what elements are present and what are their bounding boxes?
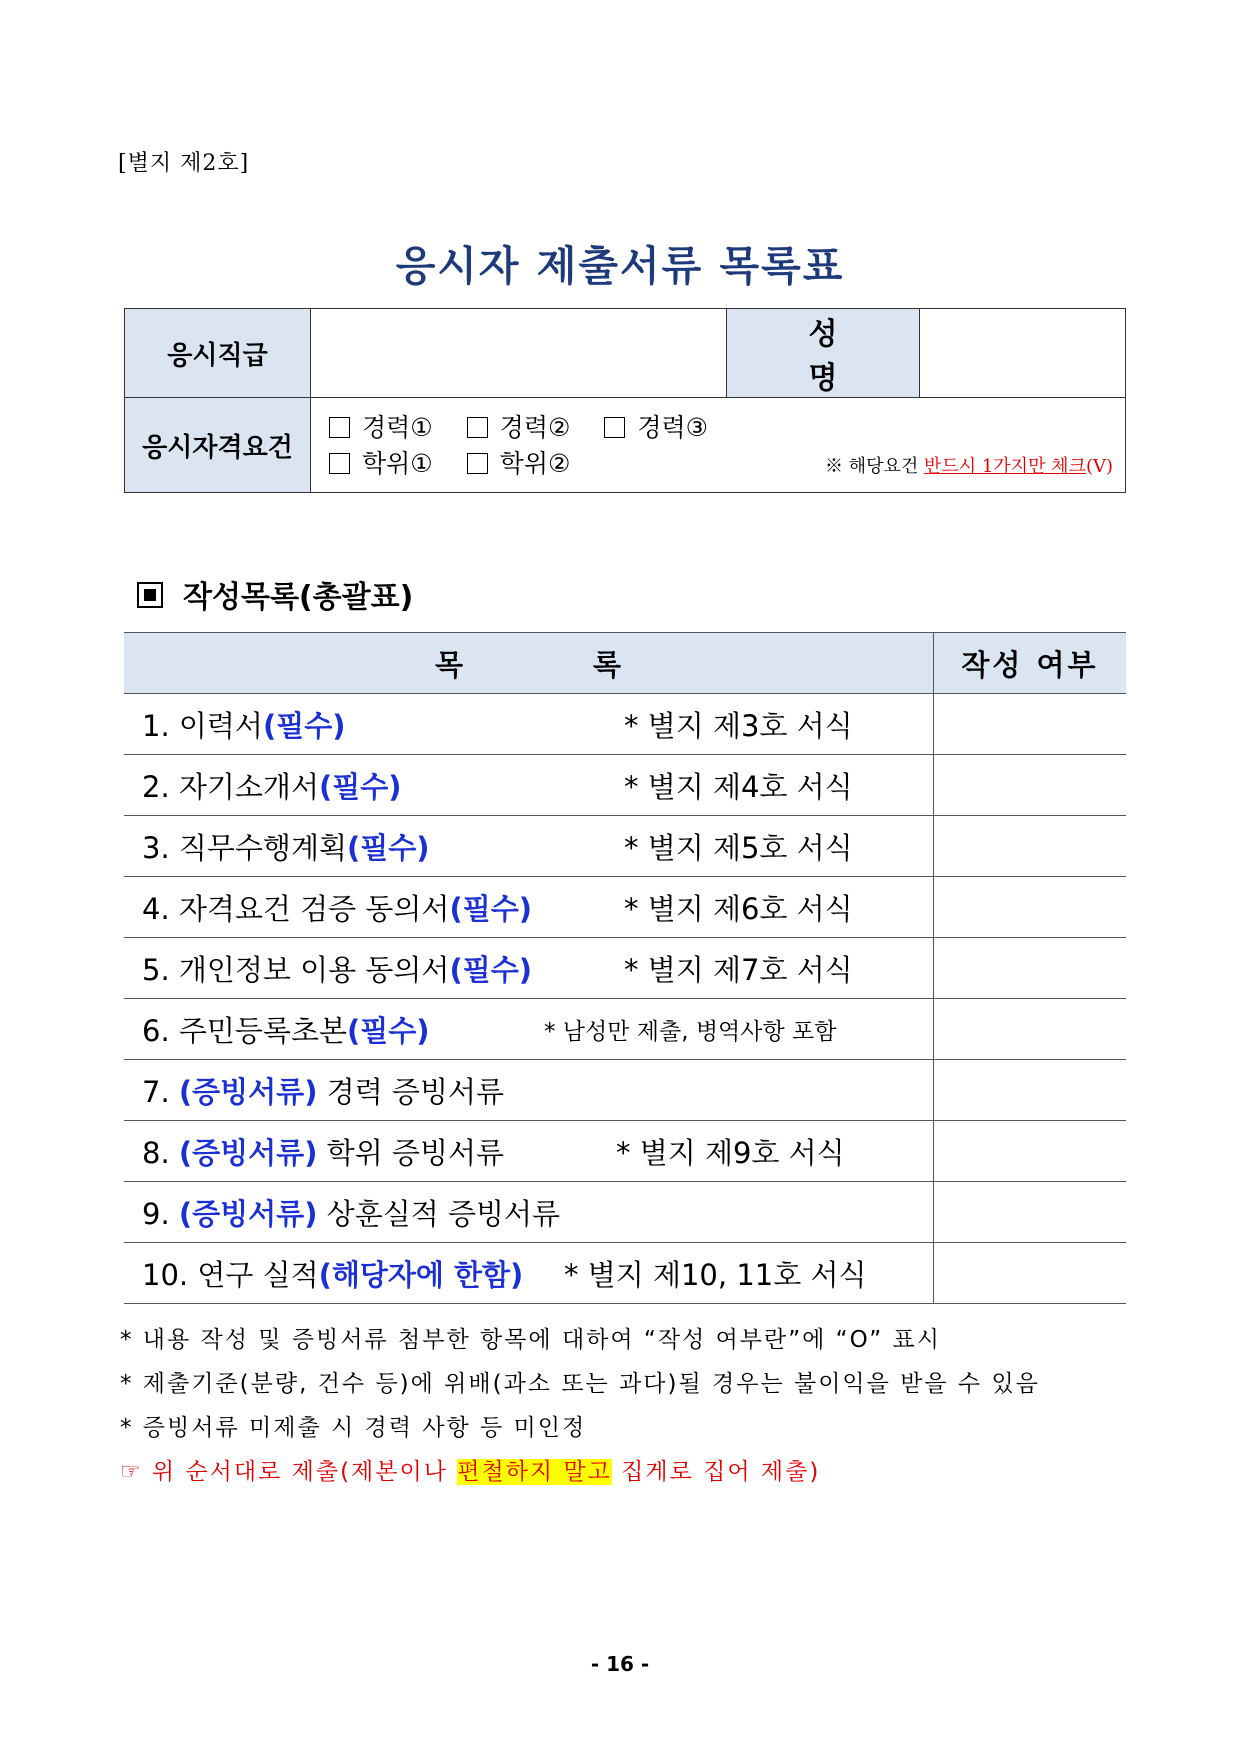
item-label: 2. 자기소개서(필수)	[142, 770, 402, 804]
section-title: 작성목록(총괄표)	[137, 572, 413, 616]
table-row	[124, 1121, 1126, 1182]
qualification-label: 응시자격요건	[125, 398, 311, 493]
item-label: 1. 이력서(필수)	[142, 709, 346, 743]
table-row	[124, 694, 1126, 755]
checkbox-icon[interactable]	[467, 453, 488, 474]
item-label: 10. 연구 실적(해당자에 한함)	[142, 1258, 524, 1292]
notes-block	[120, 1318, 1040, 1494]
table-row	[124, 1182, 1126, 1243]
option-career-1[interactable]: 경력①	[329, 410, 433, 446]
option-degree-2[interactable]: 학위②	[467, 446, 571, 482]
note-line: * 제출기준(분량, 건수 등)에 위배(과소 또는 과다)될 경우는 불이익을 받을 수 있음	[120, 1371, 1040, 1397]
option-degree-1[interactable]: 학위①	[329, 446, 433, 482]
item-label: 8. (증빙서류) 학위 증빙서류	[142, 1136, 504, 1170]
option-career-2[interactable]: 경력②	[467, 410, 571, 446]
table-row	[124, 938, 1126, 999]
done-cell[interactable]	[934, 1121, 1127, 1182]
done-cell[interactable]	[934, 1060, 1127, 1121]
list-header-row	[124, 633, 1126, 694]
applicant-info-table	[124, 308, 1126, 493]
form-reference: [별지 제2호]	[118, 151, 250, 176]
check-instruction: ※ 해당요건 반드시 1가지만 체크(V)	[824, 456, 1113, 477]
page-number: - 16 -	[590, 1652, 650, 1676]
item-label: 6. 주민등록초본(필수)	[142, 1014, 430, 1048]
options-row-degree	[329, 446, 734, 482]
item-form-reference: * 남성만 제출, 병역사항 포함	[544, 1019, 837, 1045]
checkbox-icon[interactable]	[329, 453, 350, 474]
done-cell[interactable]	[934, 877, 1127, 938]
done-cell[interactable]	[934, 816, 1127, 877]
done-cell[interactable]	[934, 999, 1127, 1060]
item-form-reference: * 별지 제9호 서식	[616, 1136, 845, 1170]
done-cell[interactable]	[934, 1182, 1127, 1243]
item-form-reference: * 별지 제10, 11호 서식	[564, 1258, 867, 1292]
item-label: 7. (증빙서류) 경력 증빙서류	[142, 1075, 504, 1109]
item-label: 5. 개인정보 이용 동의서(필수)	[142, 953, 532, 987]
qualification-options	[311, 398, 1126, 493]
option-career-3[interactable]: 경력③	[604, 410, 708, 446]
highlighted-instruction: 편철하지 말고	[457, 1459, 612, 1485]
item-label: 3. 직무수행계획(필수)	[142, 831, 430, 865]
checkbox-icon[interactable]	[604, 417, 625, 438]
document-list-table	[124, 632, 1126, 1304]
table-row	[124, 999, 1126, 1060]
document-title: 응시자 제출서류 목록표	[395, 242, 845, 290]
options-row-career	[329, 410, 734, 446]
name-field[interactable]	[920, 309, 1126, 398]
item-form-reference: * 별지 제6호 서식	[624, 892, 853, 926]
done-cell[interactable]	[934, 755, 1127, 816]
table-row	[124, 1060, 1126, 1121]
table-row	[124, 816, 1126, 877]
name-label: 성 명	[727, 309, 920, 398]
position-label: 응시직급	[125, 309, 311, 398]
filled-square-icon	[137, 582, 163, 608]
item-form-reference: * 별지 제3호 서식	[624, 709, 853, 743]
item-form-reference: * 별지 제4호 서식	[624, 770, 853, 804]
item-label: 9. (증빙서류) 상훈실적 증빙서류	[142, 1197, 561, 1231]
note-line: * 내용 작성 및 증빙서류 첨부한 항목에 대하여 “작성 여부란”에 “O” 표시	[120, 1327, 941, 1353]
column-header-item: 목 록	[124, 633, 934, 694]
submission-instruction: ☞ 위 순서대로 제출(제본이나 편철하지 말고 집게로 집어 제출)	[120, 1459, 821, 1485]
checkbox-icon[interactable]	[467, 417, 488, 438]
item-form-reference: * 별지 제5호 서식	[624, 831, 853, 865]
table-row	[124, 1243, 1126, 1304]
column-header-done: 작성 여부	[934, 633, 1127, 694]
checkbox-icon[interactable]	[329, 417, 350, 438]
done-cell[interactable]	[934, 938, 1127, 999]
done-cell[interactable]	[934, 1243, 1127, 1304]
note-line: * 증빙서류 미제출 시 경력 사항 등 미인정	[120, 1415, 587, 1441]
item-label: 4. 자격요건 검증 동의서(필수)	[142, 892, 532, 926]
done-cell[interactable]	[934, 694, 1127, 755]
item-form-reference: * 별지 제7호 서식	[624, 953, 853, 987]
check-instruction-emphasis: 반드시 1가지만 체크	[923, 456, 1086, 477]
position-field[interactable]	[311, 309, 727, 398]
table-row	[124, 755, 1126, 816]
table-row	[124, 877, 1126, 938]
